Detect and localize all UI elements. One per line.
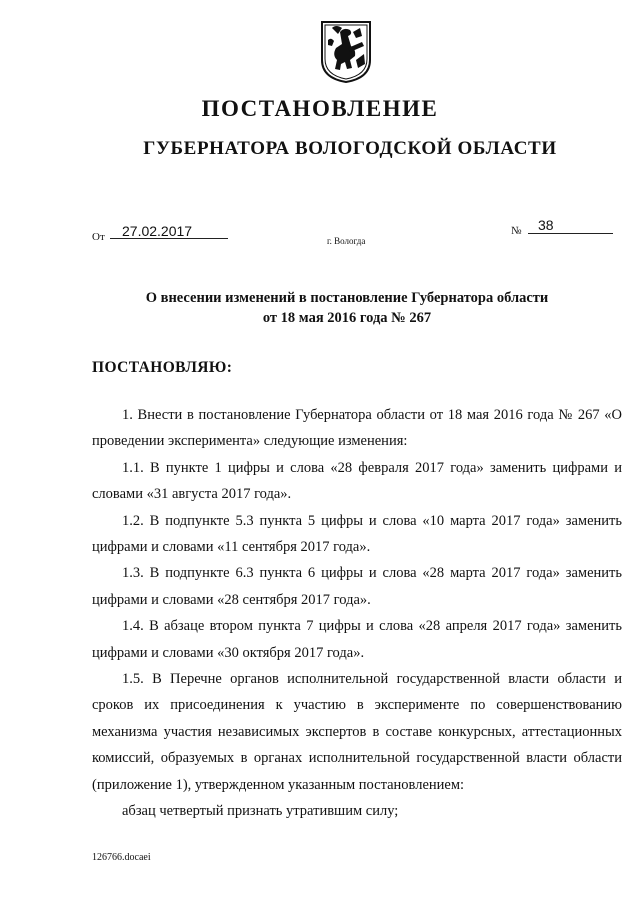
paragraph-1-1: 1.1. В пункте 1 цифры и слова «28 февраля 2017 года» заменить цифрами и словами «31 августа 2017 года».: [92, 459, 622, 503]
coat-of-arms-emblem: [320, 20, 372, 84]
paragraph-1-4: 1.4. В абзаце втором пункта 7 цифры и слова «28 апреля 2017 года» заменить цифрами и словами «30 октября 2017 года».: [92, 618, 622, 661]
document-file-id: 126766.docaei: [92, 852, 151, 863]
paragraph-1: 1. Внести в постановление Губернатора области от 18 мая 2016 года № 267 «О проведении эксперимента» следующие изменения:: [92, 407, 622, 450]
document-title: ПОСТАНОВЛЕНИЕ: [201, 96, 439, 121]
number-label: №: [511, 225, 522, 237]
paragraph-1-5: 1.5. В Перечне органов исполнительной государственной власти области и сроков их присоединения к участию в эксперименте по совершенствованию механизма участия независимых экспертов в составе конкурсных, аттестационных комиссий, образуемых в органах исполнительной государственной власти области (приложение 1), утвержденном указанным постановлением:: [92, 671, 622, 793]
number-value: 38: [538, 217, 554, 233]
document-issuer: ГУБЕРНАТОРА ВОЛОГОДСКОЙ ОБЛАСТИ: [143, 138, 557, 159]
paragraph-1-3: 1.3. В подпункте 6.3 пункта 6 цифры и слова «28 марта 2017 года» заменить цифрами и словами «28 сентября 2017 года».: [92, 565, 622, 608]
paragraph-abzac: абзац четвертый признать утратившим силу;: [122, 803, 399, 820]
subject-line-2: от 18 мая 2016 года № 267: [262, 310, 432, 326]
document-body: [92, 402, 622, 825]
date-label: От: [92, 231, 105, 243]
decree-heading: ПОСТАНОВЛЯЮ:: [92, 359, 233, 376]
date-underline: [110, 238, 228, 239]
date-value: 27.02.2017: [122, 223, 193, 239]
city-name: г. Вологда: [327, 236, 366, 246]
document-subject: [0, 288, 640, 328]
paragraph-1-2: 1.2. В подпункте 5.3 пункта 5 цифры и слова «10 марта 2017 года» заменить цифрами и словами «11 сентября 2017 года».: [92, 512, 622, 556]
number-underline: [528, 233, 613, 234]
subject-line-1: О внесении изменений в постановление Губернатора области: [145, 290, 549, 306]
